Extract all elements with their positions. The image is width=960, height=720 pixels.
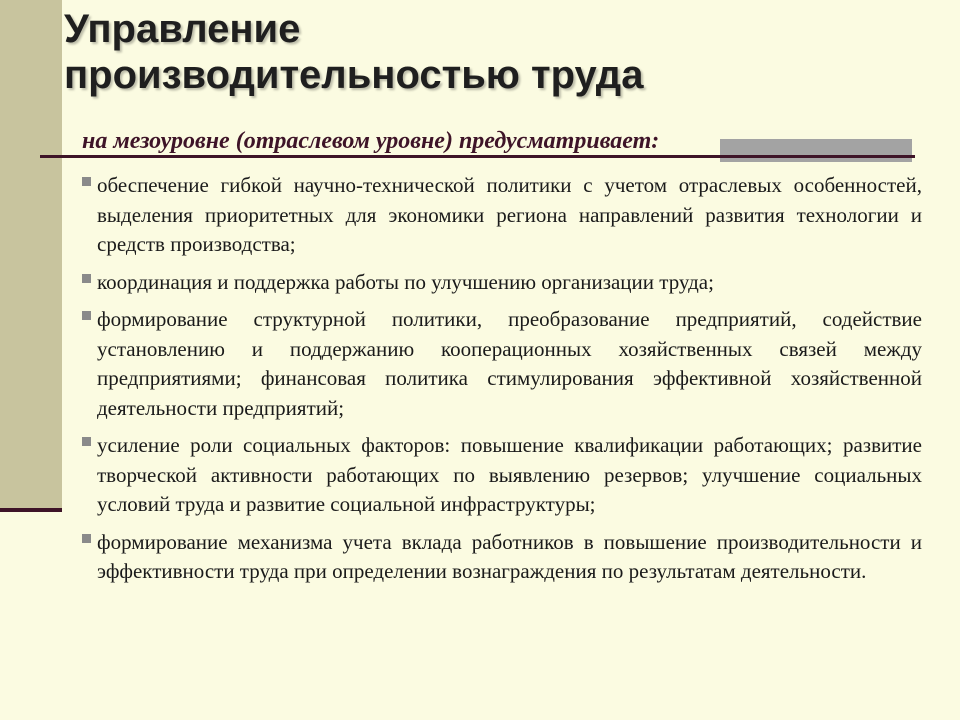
list-item-text: усиление роли социальных факторов: повышение квалификации работающих; развитие творческой активности работающих по выявлению резервов; улучшение социальных условий труда и развитие социальной инфраструктуры; bbox=[97, 433, 922, 516]
list-item bbox=[82, 528, 922, 587]
list-item-text: обеспечение гибкой научно-технической политики с учетом отраслевых особенностей, выделения приоритетных для экономики региона направлений развития технологии и средств производства; bbox=[97, 173, 922, 256]
accent-band-rule bbox=[0, 508, 62, 512]
list-item bbox=[82, 171, 922, 260]
square-bullet-icon bbox=[82, 311, 91, 320]
slide-title-line-1: Управление bbox=[64, 7, 301, 51]
list-item-text: формирование механизма учета вклада работников в повышение производительности и эффективности труда при определении вознаграждения по результатам деятельности. bbox=[97, 529, 922, 583]
slide-subtitle: на мезоуровне (отраслевом уровне) предусматривает: bbox=[82, 128, 660, 154]
square-bullet-icon bbox=[82, 534, 91, 543]
list-item bbox=[82, 268, 922, 298]
slide-title-line-2: производительностью труда bbox=[64, 53, 644, 97]
square-bullet-icon bbox=[82, 177, 91, 186]
square-bullet-icon bbox=[82, 274, 91, 283]
bullet-list bbox=[82, 171, 922, 595]
slide-title bbox=[64, 6, 643, 98]
list-item bbox=[82, 305, 922, 423]
list-item-text: формирование структурной политики, преобразование предприятий, содействие установлению и поддержанию кооперационных хозяйственных связей между предприятиями; финансовая политика стимулирования эффективной хозяйственной деятельности предприятий; bbox=[97, 307, 922, 420]
list-item-text: координация и поддержка работы по улучшению организации труда; bbox=[97, 269, 714, 294]
square-bullet-icon bbox=[82, 437, 91, 446]
list-item bbox=[82, 431, 922, 520]
left-accent-band bbox=[0, 0, 62, 510]
